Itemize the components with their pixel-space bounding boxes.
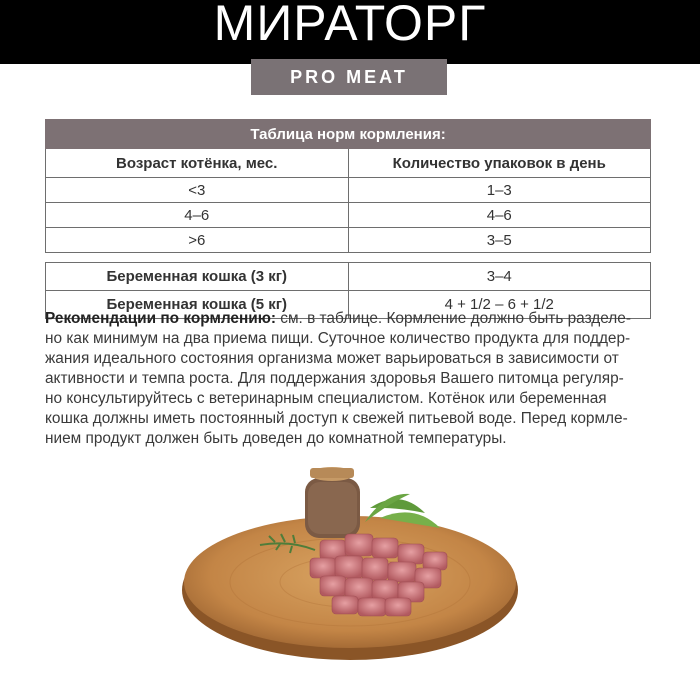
food-illustration bbox=[180, 460, 540, 675]
cell-age: 4–6 bbox=[46, 203, 349, 228]
text-line: см. в таблице. Кормление должно быть разделе- bbox=[276, 310, 631, 327]
cell-packs: 3–5 bbox=[348, 228, 651, 253]
cell-condition: Беременная кошка (5 кг) bbox=[46, 291, 349, 319]
cell-packs: 1–3 bbox=[348, 178, 651, 203]
text-line: но как минимум на два приема пищи. Суточное количество продукта для поддер- bbox=[45, 330, 631, 347]
text-line: кошка должны иметь постоянный доступ к свежей питьевой воде. Перед кормле- bbox=[45, 410, 628, 427]
table-row bbox=[46, 228, 651, 253]
column-header-packs: Количество упаковок в день bbox=[348, 149, 651, 178]
table-row bbox=[46, 203, 651, 228]
cell-packs: 4–6 bbox=[348, 203, 651, 228]
table-row bbox=[46, 263, 651, 291]
cell-condition: Беременная кошка (3 кг) bbox=[46, 263, 349, 291]
pro-meat-badge: PRO MEAT bbox=[251, 59, 447, 95]
text-line: нием продукт должен быть доведен до комнатной температуры. bbox=[45, 430, 507, 447]
table-spacer bbox=[46, 253, 651, 263]
text-line: но консультируйтесь с ветеринарным специалистом. Котёнок или беременная bbox=[45, 390, 607, 407]
cell-packs: 3–4 bbox=[348, 263, 651, 291]
brand-logo: МИРАТОРГ bbox=[213, 0, 487, 51]
cell-packs: 4 + 1/2 – 6 + 1/2 bbox=[348, 291, 651, 319]
table-caption: Таблица норм кормления: bbox=[46, 120, 651, 149]
recommendations-text bbox=[45, 309, 655, 449]
header-bar bbox=[0, 0, 700, 64]
cell-age: <3 bbox=[46, 178, 349, 203]
cell-age: >6 bbox=[46, 228, 349, 253]
table-row bbox=[46, 178, 651, 203]
text-line: жания идеального состояния организма может варьироваться в зависимости от bbox=[45, 350, 619, 367]
recommendations-label: Рекомендации по кормлению: bbox=[45, 310, 276, 327]
spice-jar bbox=[305, 467, 360, 538]
text-line: активности и темпа роста. Для поддержания здоровья Вашего питомца регуляр- bbox=[45, 370, 624, 387]
column-header-age: Возраст котёнка, мес. bbox=[46, 149, 349, 178]
feeding-table bbox=[45, 119, 651, 319]
